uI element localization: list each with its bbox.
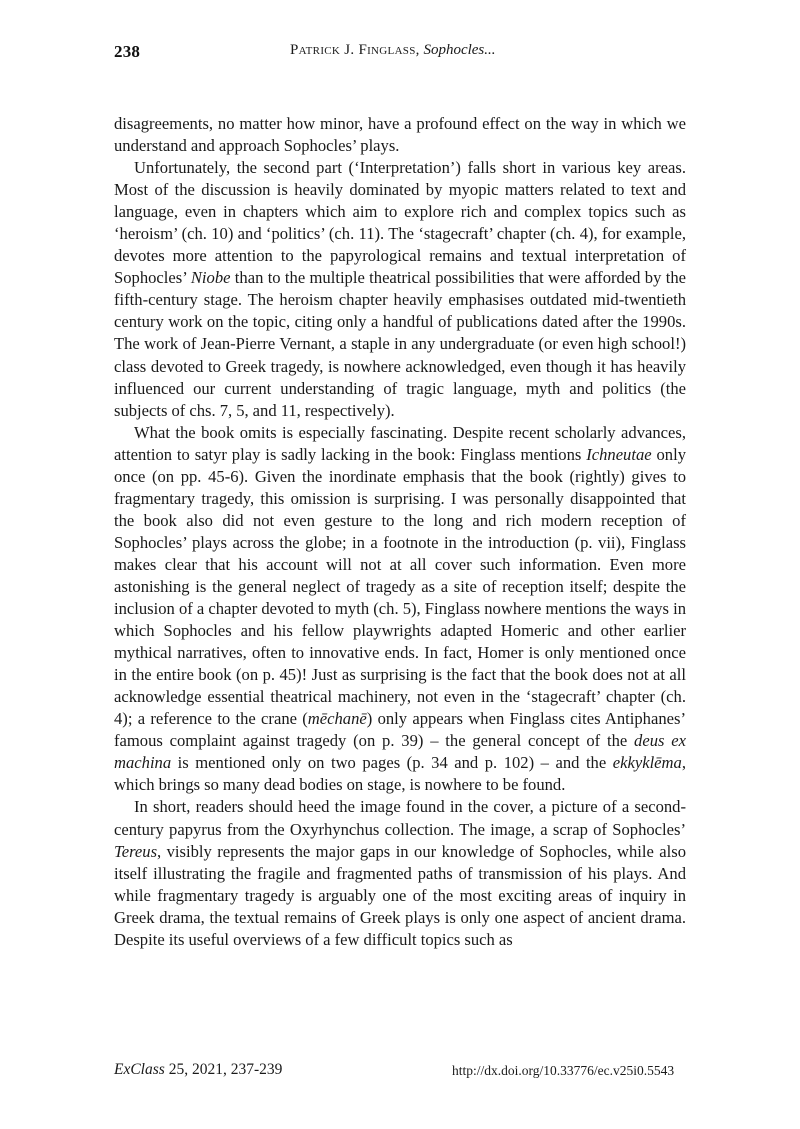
paragraph [114,113,686,157]
running-head-title [290,42,496,59]
text-run: Unfortunately, the second part (‘Interpretation’) falls short in various key areas. Most of the discussion is heavily dominated by myopic matters related to text and language, even in chapters which aim to explore rich and complex topics such as ‘heroism’ (ch. 10) and ‘politics’ (ch. 11). The ‘stagecraft’ chapter (ch. 4), for example, devotes more attention to the papyrological remains and textual interpretation of Sophocles’ [114,158,686,288]
page-footer [114,1061,686,1083]
running-head [114,42,686,66]
italic-term: mēchanē [307,709,367,729]
text-run: , which brings so many dead bodies on stage, is nowhere to be found. [114,753,686,795]
text-run: , visibly represents the major gaps in our knowledge of Sophocles, while also itself illustrating the fragile and fragmented paths of transmission of his plays. And while fragmentary tragedy is arguably one of the most exciting areas of inquiry in Greek drama, the textual remains of Greek plays is only one aspect of ancient drama. Despite its useful overviews of a few difficult topics such as [114,841,686,949]
italic-term: deus ex machina [114,731,686,773]
citation-detail: 25, 2021, 237-239 [164,1061,283,1078]
italic-term: Ichneutae [586,444,652,464]
footer-citation [114,1061,282,1079]
journal-name: ExClass [114,1061,165,1078]
text-run: is mentioned only on two pages (p. 34 and p. 102) – and the [171,753,613,773]
text-run: What the book omits is especially fascinating. Despite recent scholarly advances, attention to satyr play is sadly lacking in the book: Finglass mentions [114,422,686,464]
text-run: only once (on pp. 45-6). Given the inordinate emphasis that the book (rightly) gives to fragmentary tragedy, this omission is surprising. I was personally disappointed that the book also did not even gesture to the long and rich modern reception of Sophocles’ plays across the globe; in a footnote in the introduction (p. vii), Finglass makes clear that his account will not at all cover such information. Even more astonishing is the general neglect of tragedy as a site of reception itself; despite the inclusion of a chapter devoted to myth (ch. 5), Finglass nowhere mentions the ways in which Sophocles and his fellow playwrights adapted Homeric and other earlier mythical narratives, often to innovative ends. In fact, Homer is only mentioned once in the entire book (on p. 45)! Just as surprising is the fact that the book does not at all acknowledge essential theatrical machinery, not even in the ‘stagecraft’ chapter (ch. 4); a reference to the crane ( [114,444,686,729]
text-run: disagreements, no matter how minor, have a profound effect on the way in which we understand and approach Sophocles’ plays. [114,114,686,156]
body-text [114,113,686,951]
italic-term: Niobe [190,268,231,288]
page-number: 238 [114,42,141,61]
text-run: ) only appears when Finglass cites Antiphanes’ famous complaint against tragedy (on p. 39) – the general concept of the [114,709,686,751]
text-run: In short, readers should heed the image found in the cover, a picture of a second-century papyrus from the Oxyrhynchus collection. The image, a scrap of Sophocles’ [114,797,686,839]
italic-term: ekkyklēma [612,753,682,773]
paragraph [114,157,686,422]
running-head-author: Patrick J. Finglass, [290,42,420,58]
italic-term: Tereus [114,841,158,861]
footer-doi-link[interactable]: http://dx.doi.org/10.33776/ec.v25i0.5543 [452,1063,675,1078]
text-run: than to the multiple theatrical possibilities that were afforded by the fifth-century stage. The heroism chapter heavily emphasises outdated mid-twentieth century work on the topic, citing only a handful of publications dated after the 1990s. The work of Jean-Pierre Vernant, a staple in any undergraduate (or even high school!) class devoted to Greek tragedy, is nowhere acknowledged, even though it has heavily influenced our current understanding of tragic language, myth and politics (the subjects of chs. 7, 5, and 11, respectively). [114,268,686,420]
paragraph [114,422,686,797]
running-head-book-title: Sophocles... [423,42,496,58]
paragraph [114,796,686,950]
